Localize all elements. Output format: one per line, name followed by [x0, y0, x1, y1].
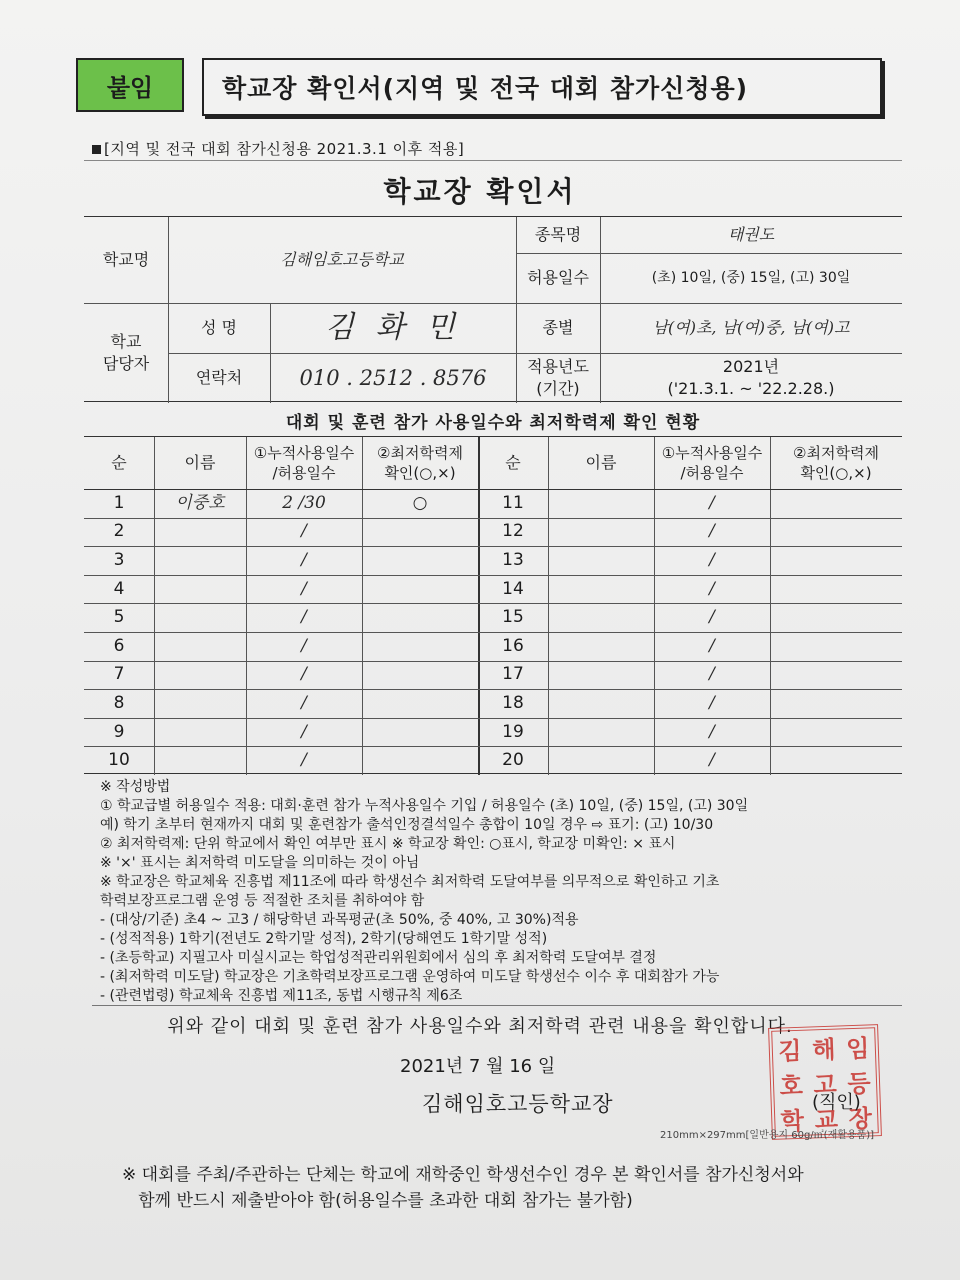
table-cell-no: 14: [502, 578, 524, 599]
table-cell-name: [154, 746, 246, 775]
table-cell-check: [362, 746, 478, 775]
table-cell-days: /: [709, 693, 715, 714]
sport-label: 종목명: [534, 225, 582, 245]
gender-value: 남(여)초, 남(여)중, 남(여)고: [652, 318, 850, 338]
table-cell-days: /: [709, 521, 715, 542]
year-label: 적용년도 (기간): [527, 357, 589, 398]
table-cell-check: [362, 603, 478, 632]
manager-name-value: 김 화 민: [324, 309, 461, 345]
table-cell-no: 18: [502, 693, 524, 714]
table-cell-days: /: [301, 693, 307, 714]
table-header: ②최저학력제 확인(○,×): [377, 443, 463, 482]
table-header: 순: [111, 453, 127, 473]
confirmation-statement: 위와 같이 대회 및 훈련 참가 사용일수와 최저학력 관련 내용을 확인합니다.: [167, 1016, 793, 1037]
seal-char: 호: [779, 1071, 804, 1101]
table-cell-check: [770, 518, 902, 547]
instruction-line: - (성적적용) 1학기(전년도 2학기말 성적), 2학기(당해연도 1학기말 성적): [100, 931, 548, 947]
table-cell-days: /: [709, 721, 715, 742]
table-cell-days: /: [709, 550, 715, 571]
table-header: ①누적사용일수 /허용일수: [253, 443, 355, 482]
table-header: ②최저학력제 확인(○,×): [793, 443, 879, 482]
table-cell-days: /: [301, 550, 307, 571]
instruction-line: - (초등학교) 지필고사 미실시교는 학업성적관리위원회에서 심의 후 최저학력 도달여부 결정: [100, 950, 657, 966]
table-cell-days: /: [709, 635, 715, 656]
year-value: 2021년: [722, 357, 780, 377]
attachment-tag: 붙임: [76, 58, 184, 112]
table-cell-check: [770, 689, 902, 718]
instruction-line: ① 학교급별 허용일수 적용: 대회·훈련 참가 누적사용일수 기입 / 허용일수 (초) 10일, (중) 15일, (고) 30일: [100, 798, 749, 814]
official-seal: [768, 1024, 882, 1140]
table-cell-no: 19: [502, 721, 524, 742]
table-cell-no: 7: [113, 664, 125, 685]
table-cell-name: [154, 603, 246, 632]
table-cell-name: [154, 575, 246, 604]
table-header: 순: [505, 453, 521, 473]
table-cell-no: 12: [502, 521, 524, 542]
table-cell-days: /: [709, 578, 715, 599]
divider: [92, 1005, 902, 1006]
table-cell-days: /: [709, 492, 715, 513]
table-cell-name: [548, 718, 654, 747]
footer-line: 함께 반드시 제출받아야 함(허용일수를 초과한 대회 참가는 불가함): [122, 1191, 633, 1211]
table-cell-check: [770, 546, 902, 575]
table-cell-days: /: [709, 664, 715, 685]
instruction-line: - (대상/기준) 초4 ~ 고3 / 해당학년 과목평균(초 50%, 중 40%, 고 30%)적용: [100, 912, 579, 928]
seal-char: 장: [848, 1104, 873, 1134]
seal-char: 해: [811, 1035, 836, 1065]
table-cell-no: 17: [502, 664, 524, 685]
page-title: 학교장 확인서: [383, 175, 577, 208]
principal-title: 김해임호고등학교장: [422, 1092, 614, 1116]
table-cell-no: 16: [502, 635, 524, 656]
table-cell-name: 이중호: [175, 492, 225, 513]
footer-note: [122, 1162, 804, 1214]
table-header: 이름: [184, 453, 216, 473]
instruction-line: ※ '×' 표시는 최저학력 미도달을 의미하는 것이 아님: [100, 855, 420, 871]
table-cell-days: /: [709, 750, 715, 771]
table-cell-days: /: [301, 750, 307, 771]
table-cell-days: /: [301, 578, 307, 599]
table-cell-name: [154, 718, 246, 747]
contact-value: 010 . 2512 . 8576: [299, 365, 487, 390]
table-cell-name: [548, 661, 654, 690]
table-cell-check: [362, 518, 478, 547]
table-cell-check: [362, 661, 478, 690]
applicability-note: [92, 138, 464, 159]
table-cell-check: [770, 575, 902, 604]
table-cell-no: 9: [113, 721, 125, 742]
table-cell-check: [770, 489, 902, 518]
instruction-line: 학력보장프로그램 운영 등 적절한 조치를 취하여야 함: [100, 893, 425, 909]
allowed-days-label: 허용일수: [527, 268, 589, 288]
table-cell-name: [548, 489, 654, 518]
table-cell-no: 13: [502, 550, 524, 571]
manager-name-label: 성 명: [201, 318, 237, 338]
table-header: ①누적사용일수 /허용일수: [661, 443, 763, 482]
table-cell-no: 15: [502, 607, 524, 628]
table-cell-name: [154, 518, 246, 547]
table-cell-no: 4: [113, 578, 125, 599]
table-cell-no: 10: [108, 750, 130, 771]
table-cell-check: [362, 718, 478, 747]
table-cell-days: /: [301, 521, 307, 542]
table-cell-check: [362, 546, 478, 575]
table-cell-name: [548, 689, 654, 718]
table-cell-days: /: [709, 607, 715, 628]
athlete-status-table: [84, 436, 902, 774]
table-cell-no: 20: [502, 750, 524, 771]
table-cell-check: [362, 575, 478, 604]
table-cell-no: 8: [113, 693, 125, 714]
table-cell-name: [154, 632, 246, 661]
year-period: ('21.3.1. ~ '22.2.28.): [667, 379, 835, 398]
divider: [84, 160, 902, 161]
table-cell-check: [770, 661, 902, 690]
confirmation-date: 2021년 7 월 16 일: [400, 1056, 556, 1077]
table-cell-no: 2: [113, 521, 125, 542]
table-cell-check: ○: [412, 492, 428, 513]
school-info-table: [84, 216, 902, 402]
table-cell-no: 3: [113, 550, 125, 571]
table-cell-name: [548, 603, 654, 632]
table-cell-days: 2 /30: [282, 492, 326, 513]
instruction-line: - (관련법령) 학교체육 진흥법 제11조, 동법 시행규칙 제6조: [100, 988, 463, 1004]
table-cell-no: 11: [502, 492, 524, 513]
table-header: 이름: [585, 453, 617, 473]
instruction-line: ※ 학교장은 학교체육 진흥법 제11조에 따라 학생선수 최저학력 도달여부를 의무적으로 확인하고 기초: [100, 874, 720, 890]
table-cell-check: [770, 746, 902, 775]
contact-label: 연락처: [195, 368, 243, 388]
manager-label: 학교 담당자: [102, 332, 150, 373]
instruction-line: - (최저학력 미도달) 학교장은 기초학력보장프로그램 운영하여 미도달 학생선수 이수 후 대회참가 가능: [100, 969, 720, 985]
table-cell-name: [154, 689, 246, 718]
year-value-cell: [600, 353, 902, 403]
table-cell-no: 1: [113, 492, 125, 513]
table-cell-no: 5: [113, 607, 125, 628]
instruction-line: 예) 학기 초부터 현재까지 대회 및 훈련참가 출석인정결석일수 총합이 10일 경우 ⇨ 표기: (고) 10/30: [100, 817, 714, 833]
footer-line: ※ 대회를 주최/주관하는 단체는 학교에 재학중인 학생선수인 경우 본 확인서를 참가신청서와: [122, 1165, 804, 1185]
sport-value: 태권도: [727, 225, 775, 245]
table-cell-check: [770, 603, 902, 632]
seal-char: 교: [814, 1105, 839, 1135]
table-cell-no: 6: [113, 635, 125, 656]
table-cell-check: [770, 632, 902, 661]
table-cell-name: [548, 518, 654, 547]
table-cell-check: [770, 718, 902, 747]
table-cell-check: [362, 689, 478, 718]
table-cell-name: [548, 632, 654, 661]
seal-char: 고: [813, 1070, 838, 1100]
instructions: [100, 778, 900, 1006]
document-header-title: 학교장 확인서(지역 및 전국 대회 참가신청용): [202, 58, 882, 116]
seal-char: 학: [780, 1106, 805, 1136]
table-cell-days: /: [301, 721, 307, 742]
status-section-title: 대회 및 훈련 참가 사용일수와 최저학력제 확인 현황: [285, 412, 701, 433]
paper-size-note: 210mm×297mm[일반용지 60g/㎡(재활용품)]: [660, 1130, 875, 1141]
bullet-square-icon: [92, 145, 101, 154]
table-cell-name: [548, 546, 654, 575]
seal-char: 임: [845, 1034, 870, 1064]
school-name-value: 김해임호고등학교: [280, 250, 404, 270]
allowed-days-value: (초) 10일, (중) 15일, (고) 30일: [651, 269, 851, 286]
table-cell-days: /: [301, 664, 307, 685]
instruction-line: ② 최저학력제: 단위 학교에서 확인 여부만 표시 ※ 학교장 확인: ○표시, 학교장 미확인: × 표시: [100, 836, 676, 852]
table-cell-days: /: [301, 607, 307, 628]
table-cell-days: /: [301, 635, 307, 656]
gender-label: 종별: [542, 318, 574, 338]
table-cell-name: [548, 746, 654, 775]
seal-char: 김: [777, 1036, 802, 1066]
table-cell-name: [548, 575, 654, 604]
table-cell-check: [362, 632, 478, 661]
applicability-note-text: [지역 및 전국 대회 참가신청용 2021.3.1 이후 적용]: [104, 140, 465, 158]
seal-label: (직인): [812, 1092, 861, 1113]
instruction-line: ※ 작성방법: [100, 779, 171, 795]
school-name-label: 학교명: [102, 250, 150, 270]
seal-char: 등: [847, 1069, 872, 1099]
table-cell-name: [154, 546, 246, 575]
table-cell-name: [154, 661, 246, 690]
